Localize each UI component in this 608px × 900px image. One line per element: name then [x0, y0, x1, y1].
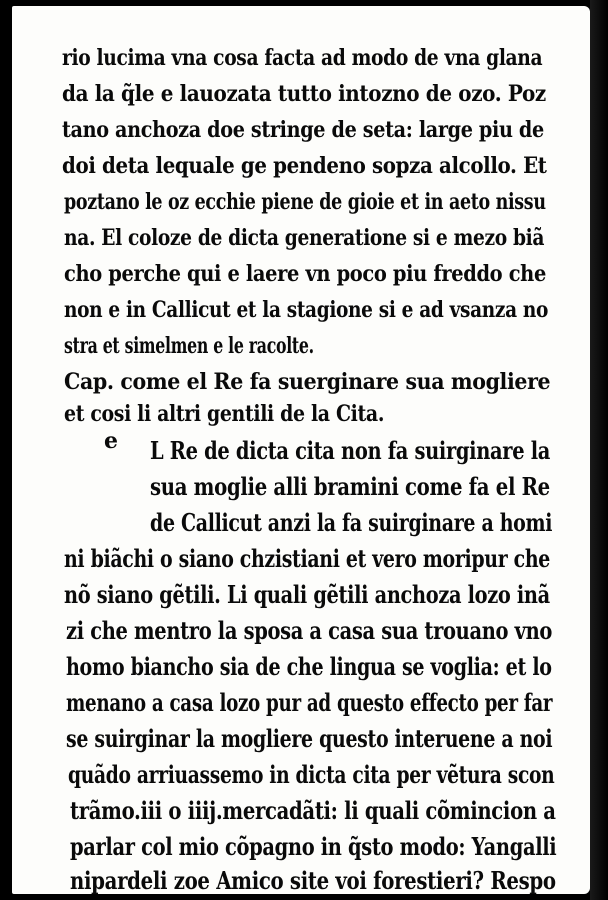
text-line-14: de Callicut anzi la fa suirginare a homi [150, 507, 553, 537]
text-line-15: ni biãchi o siano chzistiani et vero moripur che [64, 543, 550, 573]
text-line-5: poztano le oz ecchie piene de gioie et in aeto nissu [64, 188, 546, 215]
text-line-11: et cosi li altri gentili de la Cita. [64, 400, 385, 427]
text-line-21: quãdo arriuassemo in dicta cita per vẽtura scon [68, 759, 555, 789]
text-line-24: nipardeli zoe Amico site voi forestieri? Respo [70, 865, 556, 895]
text-line-18: homo biancho sia de che lingua se voglia: et lo [66, 651, 552, 681]
text-line-1: rio lucima vna cosa facta ad modo de vna glana [62, 44, 543, 71]
page-edge-shadow [590, 0, 608, 900]
text-line-17: zi che mentro la sposa a casa sua trouano vno [66, 615, 553, 645]
text-line-20: se suirginar la mogliere questo interuene a noi [66, 723, 553, 753]
text-line-4: doi deta lequale ge pendeno sopza alcollo. Et [62, 152, 547, 179]
marginal-letter: e [104, 428, 118, 454]
text-line-22: trãmo.iii o iiij.mercadãti: li quali cõmincion a [70, 795, 556, 825]
text-line-6: na. El coloze de dicta generatione si e mezo biã [64, 224, 545, 251]
text-line-8: non e in Callicut et la stagione si e ad vsanza no [64, 296, 549, 323]
text-line-9: stra et simelmen e le racolte. [64, 332, 314, 359]
text-line-13: sua moglie alli bramini come fa el Re [150, 471, 550, 501]
text-line-2: da la q̃le e lauozata tutto intozno de ozo. Poz [62, 80, 546, 107]
text-line-16: nõ siano gẽtili. Li quali gẽtili anchoza lozo inã [64, 579, 550, 609]
text-line-10: Cap. come el Re fa suerginare sua mogliere [64, 368, 551, 395]
text-line-12: L Re de dicta cita non fa suirginare la [150, 435, 551, 465]
text-line-19: menano a casa lozo pur ad questo effecto per far [66, 687, 553, 717]
text-line-23: parlar col mio cõpagno in q̃sto modo: Yangalli [70, 831, 557, 861]
text-line-7: cho perche qui e laere vn poco piu freddo che [64, 260, 546, 287]
text-line-3: tano anchoza doe stringe de seta: large piu de [62, 116, 544, 143]
